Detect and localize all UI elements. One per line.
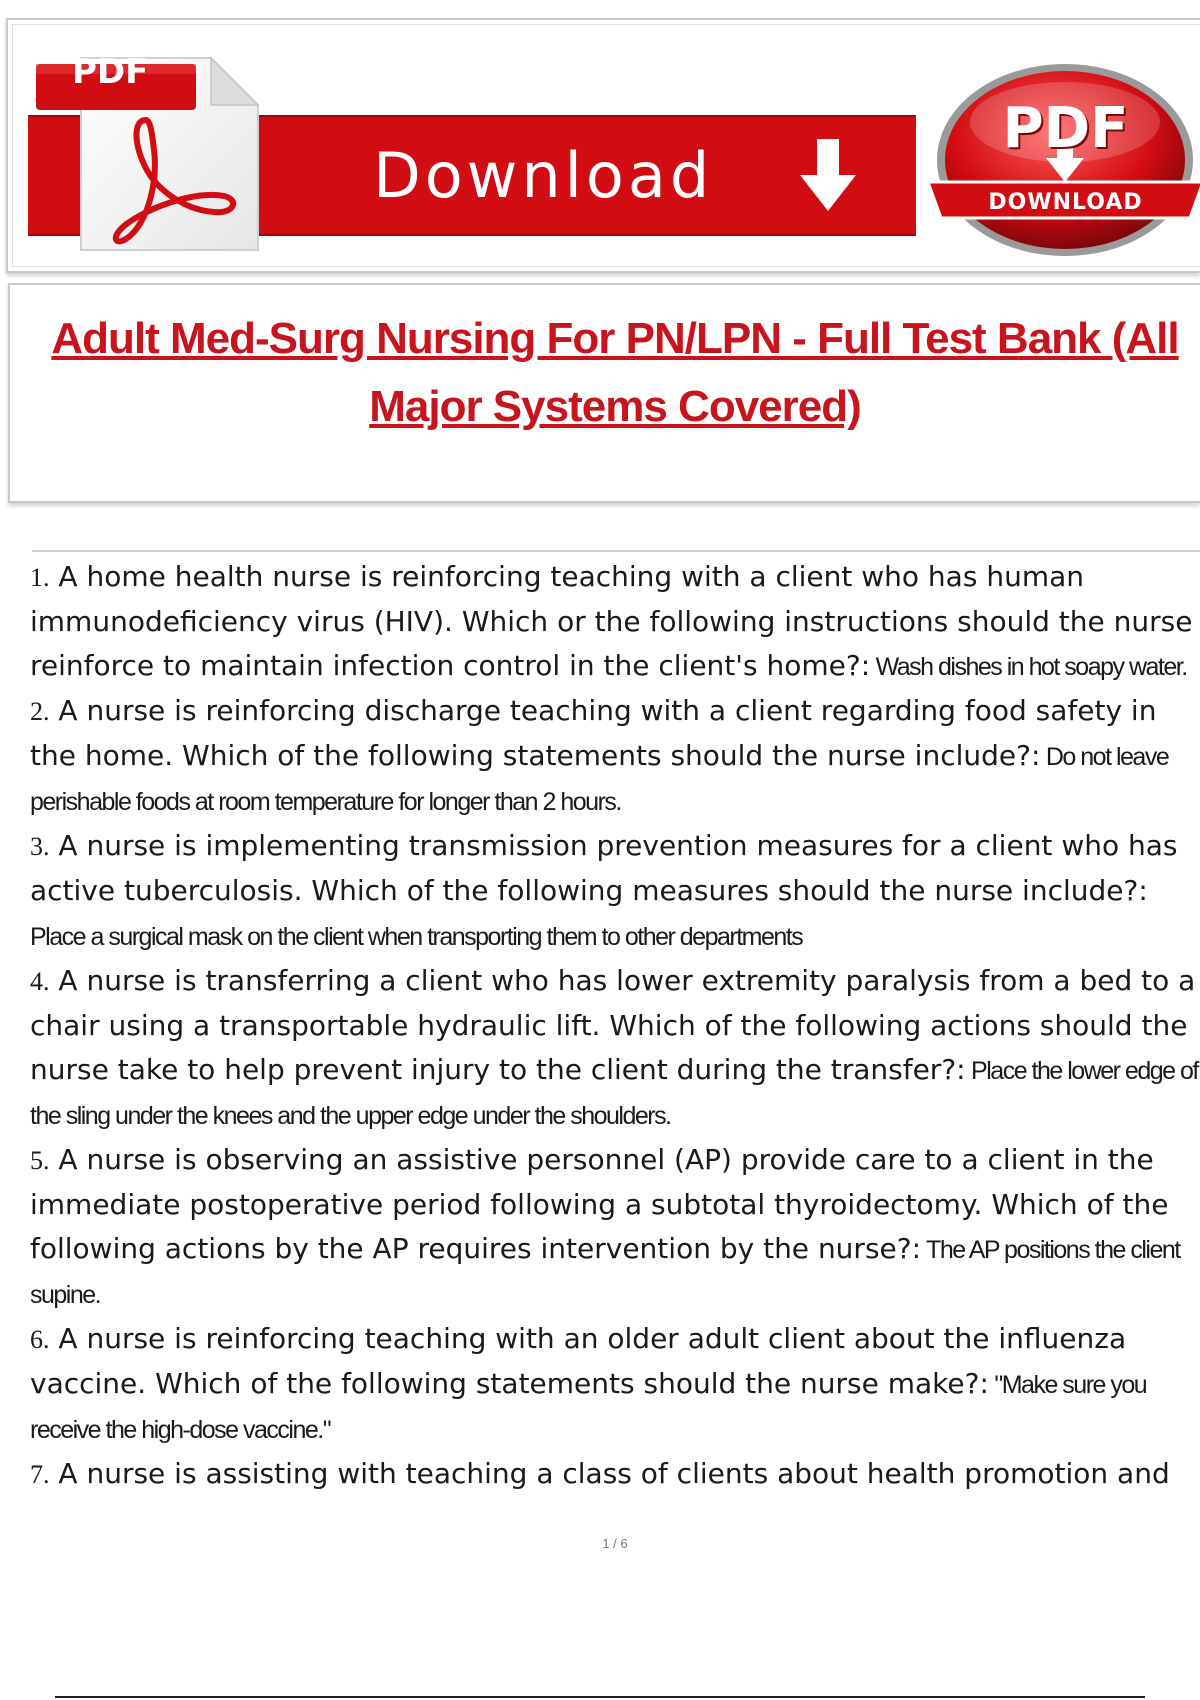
- answer-text: "Make sure you receive the high-dose vaccine.": [30, 1371, 1147, 1444]
- question-text: A nurse is reinforcing discharge teaching with a client regarding food safety in the home. Which of the following statements should the nurse include?:: [30, 694, 1157, 772]
- pdf-download-badge[interactable]: [928, 60, 1200, 260]
- pdf-badge-subtitle: DOWNLOAD: [988, 190, 1143, 215]
- down-arrow-icon: [798, 135, 858, 215]
- answer-text: Place the lower edge of the sling under the knees and the upper edge under the shoulders.: [30, 1057, 1198, 1130]
- question-text: A nurse is implementing transmission prevention measures for a client who has active tuberculosis. Which of the following measures should the nurse include?:: [30, 829, 1178, 907]
- question-item: 5. A nurse is observing an assistive personnel (AP) provide care to a client in the immediate postoperative period following a subtotal thyroidectomy. Which of the following actions by the AP requires intervention by the nurse?: The AP positions the client supine.: [30, 1143, 1180, 1309]
- answer-text: Place a surgical mask on the client when transporting them to other departments: [30, 923, 803, 951]
- download-label: Download: [373, 139, 714, 212]
- pdf-badge-title: PDF: [1002, 96, 1129, 161]
- answer-text: The AP positions the client supine.: [30, 1236, 1180, 1309]
- question-list: [30, 555, 1200, 1497]
- question-item: 4. A nurse is transferring a client who has lower extremity paralysis from a bed to a chair using a transportable hydraulic lift. Which of the following actions should the nurse take to help prevent injury to the client during the transfer?: Place the lower edge of the sling under the knees and the upper edge under the shoulders.: [30, 964, 1198, 1130]
- question-text: A nurse is assisting with teaching a class of clients about health promotion and: [49, 1457, 1170, 1490]
- question-text: A nurse is observing an assistive personnel (AP) provide care to a client in the immediate postoperative period following a subtotal thyroidectomy. Which of the following actions by the AP requires intervention by the nurse?:: [30, 1143, 1169, 1265]
- page-bottom-rule: [55, 1696, 1145, 1698]
- download-banner: [6, 18, 1200, 273]
- question-text: A nurse is reinforcing teaching with an older adult client about the influenza vaccine. Which of the following statements should the nurse make?:: [30, 1322, 1127, 1400]
- answer-text: Wash dishes in hot soapy water.: [870, 653, 1187, 681]
- title-box: [8, 283, 1200, 503]
- answer-text: Do not leave perishable foods at room temperature for longer than 2 hours.: [30, 743, 1169, 816]
- question-text: A home health nurse is reinforcing teaching with a client who has human immunodeficiency virus (HIV). Which or the following instructions should the nurse reinforce to maintain infection control in the client's home?:: [30, 560, 1193, 682]
- question-item: 3. A nurse is implementing transmission prevention measures for a client who has active tuberculosis. Which of the following measures should the nurse include?: Place a surgical mask on the client when transporting them to other departments: [30, 829, 1178, 951]
- question-text: A nurse is transferring a client who has lower extremity paralysis from a bed to a chair using a transportable hydraulic lift. Which of the following actions should the nurse take to help prevent injury to the client during the transfer?:: [30, 964, 1196, 1086]
- question-item: 2. A nurse is reinforcing discharge teaching with a client regarding food safety in the home. Which of the following statements should the nurse include?: Do not leave perishable foods at room temperature for longer than 2 hours.: [30, 694, 1169, 816]
- page-number: 1 / 6: [602, 1536, 628, 1551]
- question-item: 6. A nurse is reinforcing teaching with an older adult client about the influenza vaccine. Which of the following statements should the nurse make?: "Make sure you receive the high-dose vaccine.": [30, 1322, 1147, 1444]
- question-item: 1. A home health nurse is reinforcing teaching with a client who has human immunodeficiency virus (HIV). Which or the following instructions should the nurse reinforce to maintain infection control in the client's home?: Wash dishes in hot soapy water.: [30, 560, 1193, 682]
- document-title[interactable]: Adult Med-Surg Nursing For PN/LPN - Full Test Bank (All Major Systems Covered): [51, 314, 1179, 431]
- pdf-file-label: PDF: [72, 52, 149, 92]
- divider: [32, 550, 1200, 552]
- question-item: 7. A nurse is assisting with teaching a class of clients about health promotion and: [30, 1457, 1170, 1490]
